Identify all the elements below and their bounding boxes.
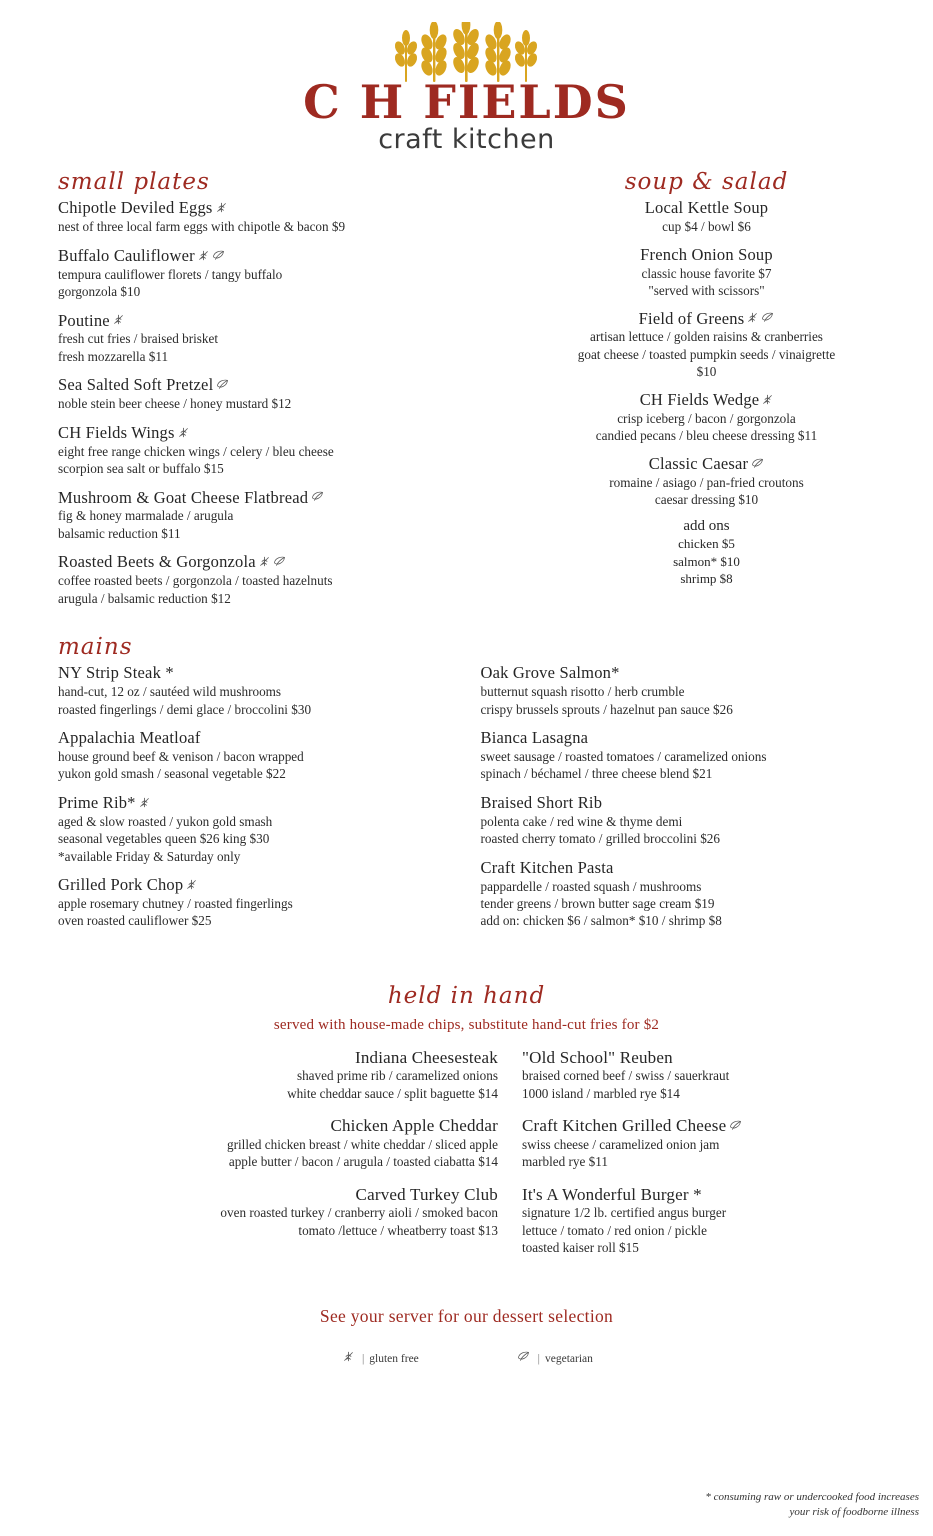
item-description: noble stein beer cheese / honey mustard $12: [58, 396, 292, 412]
menu-item: [510, 246, 903, 300]
addon-item: chicken $5: [678, 536, 735, 552]
item-description: spinach / béchamel / three cheese blend $21: [480, 766, 713, 782]
item-description: tempura cauliflower florets / tangy buffalo: [58, 266, 283, 282]
section-title-small-plates: small plates: [58, 169, 210, 196]
item-description: apple butter / bacon / arugula / toasted ciabatta $14: [228, 1154, 498, 1170]
item-description: candied pecans / bleu cheese dressing $11: [595, 428, 818, 444]
item-description: add on: chicken $6 / salmon* $10 / shrimp $8: [480, 913, 722, 929]
item-name: Prime Rib*: [58, 792, 136, 812]
gluten-free-icon: [113, 314, 124, 327]
item-name: Roasted Beets & Gorgonzola: [58, 552, 256, 572]
menu-item: [58, 489, 510, 543]
gluten-free-icon: [216, 201, 227, 214]
item-description: sweet sausage / roasted tomatoes / caramelized onions: [480, 748, 767, 764]
legend-gluten-free-label: gluten free: [369, 1353, 419, 1366]
item-description: gorgonzola $10: [58, 284, 141, 300]
vegetarian-icon: [729, 1119, 742, 1132]
item-name: Chipotle Deviled Eggs: [58, 198, 213, 218]
item-description: braised corned beef / swiss / sauerkraut: [522, 1068, 730, 1084]
item-description: aged & slow roasted / yukon gold smash: [58, 813, 273, 829]
menu-item: [522, 1048, 873, 1102]
menu-item: [481, 794, 904, 848]
item-description: lettuce / tomato / red onion / pickle: [522, 1222, 707, 1238]
section-title-soup-salad: soup & salad: [624, 169, 789, 196]
item-name: Appalachia Meatloaf: [58, 727, 201, 747]
menu-item: [481, 729, 904, 783]
menu-item: [58, 664, 481, 718]
gluten-free-icon: [186, 878, 197, 891]
item-name: Carved Turkey Club: [355, 1184, 498, 1204]
vegetarian-icon: [761, 312, 774, 325]
item-description: marbled rye $11: [522, 1154, 608, 1170]
item-name: Craft Kitchen Grilled Cheese: [522, 1116, 727, 1136]
item-description: toasted kaiser roll $15: [522, 1239, 639, 1255]
item-description: hand-cut, 12 oz / sautéed wild mushrooms: [58, 684, 282, 700]
item-description: yukon gold smash / seasonal vegetable $22: [58, 766, 286, 782]
disclaimer-line-2: your risk of foodborne illness: [789, 1506, 919, 1519]
menu-item: [58, 794, 481, 865]
section-title-held-in-hand: held in hand: [387, 982, 546, 1009]
menu-item: [481, 664, 904, 718]
item-description: crisp iceberg / bacon / gorgonzola: [617, 410, 796, 426]
legend-gluten-free: | gluten free: [340, 1353, 419, 1365]
item-description: cup $4 / bowl $6: [662, 219, 751, 235]
menu-item: [522, 1185, 873, 1257]
menu-item: [58, 876, 481, 930]
item-description: butternut squash risotto / herb crumble: [480, 684, 685, 700]
item-name: Craft Kitchen Pasta: [480, 857, 614, 877]
disclaimer: [705, 1490, 919, 1520]
addons-title: add ons: [683, 518, 730, 535]
item-name: Chicken Apple Cheddar: [330, 1116, 498, 1136]
dessert-note: See your server for our dessert selection: [319, 1306, 614, 1327]
menu-item: [481, 859, 904, 930]
brand-name: C H FIELDS: [303, 75, 630, 129]
section-held-in-hand: [30, 983, 903, 1271]
item-description: fig & honey marmalade / arugula: [58, 508, 234, 524]
item-description: arugula / balsamic reduction $12: [58, 590, 231, 606]
legend-vegetarian-label: vegetarian: [544, 1353, 593, 1366]
item-name: Local Kettle Soup: [644, 198, 769, 218]
item-name: Sea Salted Soft Pretzel: [58, 375, 214, 395]
menu-item: [58, 247, 510, 301]
item-description: apple rosemary chutney / roasted fingerlings: [58, 895, 293, 911]
item-name: It's A Wonderful Burger *: [522, 1184, 702, 1204]
menu-item: [58, 729, 481, 783]
item-description: balsamic reduction $11: [58, 525, 181, 541]
legend: [30, 1353, 903, 1365]
menu-item: [60, 1048, 498, 1102]
item-name: Field of Greens: [638, 308, 745, 328]
item-name: NY Strip Steak *: [58, 663, 174, 683]
item-description: 1000 island / marbled rye $14: [522, 1085, 680, 1101]
legend-vegetarian: | vegetarian: [514, 1353, 593, 1365]
addon-item: salmon* $10: [673, 553, 740, 569]
item-description: shaved prime rib / caramelized onions: [296, 1068, 498, 1084]
item-name: French Onion Soup: [640, 244, 773, 264]
brand-tagline: craft kitchen: [378, 124, 555, 156]
menu-item: [510, 391, 903, 445]
vegetarian-icon: [216, 378, 229, 391]
disclaimer-line-1: * consuming raw or undercooked food increases: [705, 1491, 919, 1504]
item-description: seasonal vegetables queen $26 king $30: [58, 831, 270, 847]
item-description: tender greens / brown butter sage cream $19: [480, 895, 715, 911]
item-description: oven roasted cauliflower $25: [58, 913, 212, 929]
menu-item: [522, 1116, 873, 1170]
item-name: Mushroom & Goat Cheese Flatbread: [58, 487, 309, 507]
menu-item: [58, 424, 510, 478]
item-description: fresh cut fries / braised brisket: [58, 331, 219, 347]
item-description: signature 1/2 lb. certified angus burger: [522, 1205, 727, 1221]
item-description: fresh mozzarella $11: [58, 348, 169, 364]
item-description: roasted cherry tomato / grilled broccolini $26: [480, 831, 720, 847]
item-description: polenta cake / red wine & thyme demi: [480, 813, 683, 829]
menu-item: [58, 199, 510, 235]
item-description: tomato /lettuce / wheatberry toast $13: [298, 1222, 498, 1238]
item-name: Bianca Lasagna: [480, 727, 589, 747]
item-name: Classic Caesar: [648, 453, 749, 473]
item-description: caesar dressing $10: [654, 491, 759, 507]
menu-item: [510, 310, 903, 381]
item-description: grilled chicken breast / white cheddar / sliced apple: [227, 1136, 498, 1152]
item-description: $10: [696, 364, 717, 380]
gluten-free-icon: [343, 1350, 354, 1362]
restaurant-logo: [30, 0, 903, 155]
mains-column-left: [58, 664, 481, 941]
item-description: romaine / asiago / pan-fried croutons: [609, 474, 804, 490]
section-mains: [30, 634, 903, 941]
held-in-hand-column-right: [510, 1048, 873, 1271]
item-description: roasted fingerlings / demi glace / broccolini $30: [58, 701, 312, 717]
item-name: Poutine: [58, 310, 110, 330]
section-title-mains: mains: [58, 634, 133, 661]
item-description: swiss cheese / caramelized onion jam: [522, 1136, 720, 1152]
item-name: Braised Short Rib: [480, 792, 603, 812]
item-description: "served with scissors": [648, 283, 765, 299]
gluten-free-icon: [747, 312, 758, 325]
held-in-hand-column-left: [60, 1048, 510, 1271]
item-description: pappardelle / roasted squash / mushrooms: [480, 878, 702, 894]
vegetarian-icon: [212, 249, 225, 262]
addon-item: shrimp $8: [680, 571, 733, 587]
item-description: coffee roasted beets / gorgonzola / toasted hazelnuts: [58, 573, 333, 589]
item-name: Indiana Cheesesteak: [354, 1047, 498, 1067]
section-small-plates: [30, 169, 510, 618]
item-description: *available Friday & Saturday only: [58, 848, 241, 864]
gluten-free-icon: [178, 426, 189, 439]
mains-column-right: [481, 664, 904, 941]
item-name: Grilled Pork Chop: [58, 875, 184, 894]
item-description: white cheddar sauce / split baguette $14: [287, 1085, 498, 1101]
menu-item: [510, 199, 903, 235]
item-description: scorpion sea salt or buffalo $15: [58, 461, 224, 477]
item-description: artisan lettuce / golden raisins & cranberries: [590, 329, 823, 345]
item-description: nest of three local farm eggs with chipotle & bacon $9: [58, 219, 346, 235]
item-description: oven roasted turkey / cranberry aioli / smoked bacon: [220, 1205, 498, 1221]
vegetarian-icon: [311, 491, 324, 504]
item-name: CH Fields Wedge: [639, 389, 760, 409]
top-sections: [30, 169, 903, 618]
gluten-free-icon: [762, 393, 773, 406]
item-description: classic house favorite $7: [641, 265, 772, 281]
item-description: crispy brussels sprouts / hazelnut pan sauce $26: [480, 701, 733, 717]
gluten-free-icon: [198, 249, 209, 262]
item-description: eight free range chicken wings / celery / bleu cheese: [58, 443, 334, 459]
held-in-hand-subtitle: served with house-made chips, substitute hand-cut fries for $2: [273, 1016, 660, 1033]
menu-item: [58, 553, 510, 607]
item-description: goat cheese / toasted pumpkin seeds / vinaigrette: [577, 346, 836, 362]
item-name: Oak Grove Salmon*: [480, 663, 620, 683]
menu-item: [60, 1116, 498, 1170]
vegetarian-icon: [517, 1350, 530, 1362]
menu-item: [58, 376, 510, 412]
menu-item: [58, 312, 510, 366]
section-soup-salad: [510, 169, 903, 618]
item-name: Buffalo Cauliflower: [58, 245, 195, 265]
menu-item: [60, 1185, 498, 1239]
gluten-free-icon: [139, 796, 150, 809]
gluten-free-icon: [259, 555, 270, 568]
item-name: "Old School" Reuben: [522, 1047, 673, 1067]
item-name: CH Fields Wings: [58, 422, 175, 442]
menu-item: [510, 455, 903, 509]
item-description: house ground beef & venison / bacon wrapped: [58, 748, 304, 764]
vegetarian-icon: [273, 555, 286, 568]
vegetarian-icon: [751, 457, 764, 470]
